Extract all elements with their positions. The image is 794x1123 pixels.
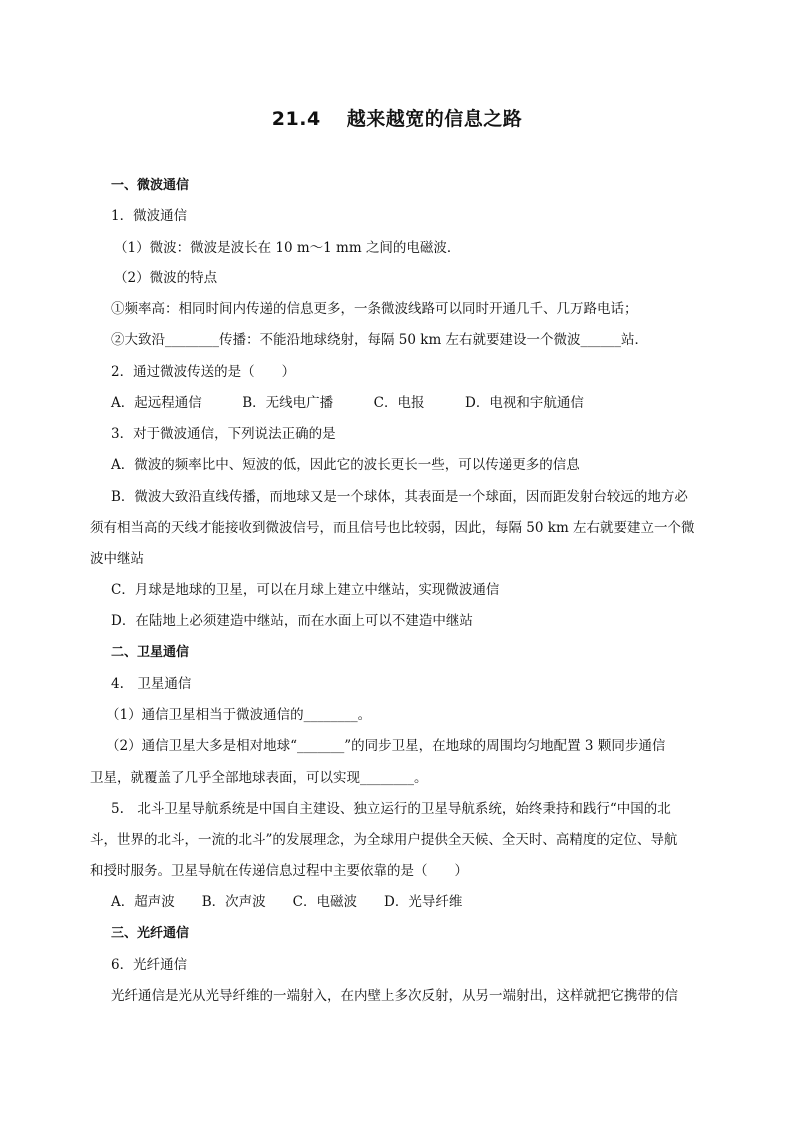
question-3-option-c: C．月球是地球的卫星，可以在月球上建立中继站，实现微波通信 xyxy=(111,582,500,598)
item-6-heading: 6．光纤通信 xyxy=(111,957,188,973)
question-3-option-d: D．在陆地上必须建造中继站，而在水面上可以不建造中继站 xyxy=(111,613,473,629)
page-title xyxy=(0,104,794,131)
question-5-line3: 和授时服务。卫星导航在传递信息过程中主要依靠的是（ ） xyxy=(90,863,468,879)
question-5-options: A．超声波 B．次声波 C．电磁波 D．光导纤维 xyxy=(111,894,463,910)
question-2-options: A．起远程通信 B．无线电广播 C．电报 D．电视和宇航通信 xyxy=(111,395,584,411)
fiber-description: 光纤通信是光从光导纤维的一端射入，在内壁上多次反射，从另一端射出，这样就把它携带的信 xyxy=(111,988,678,1004)
question-3-option-b-line1: B．微波大致沿直线传播，而地球又是一个球体，其表面是一个球面，因而距发射台较远的地方必 xyxy=(111,489,688,505)
section-heading-microwave: 一、微波通信 xyxy=(111,178,190,193)
question-3-option-b-line3: 波中继站 xyxy=(90,551,144,567)
question-3-option-a: A．微波的频率比中、短波的低，因此它的波长更长一些，可以传递更多的信息 xyxy=(111,457,580,473)
item-4-heading: 4. 卫星通信 xyxy=(111,676,192,692)
question-3: 3．对于微波通信，下列说法正确的是 xyxy=(111,426,336,442)
section-title: 越来越宽的信息之路 xyxy=(346,108,523,130)
microwave-definition: （1）微波：微波是波长在 10 m～1 mm 之间的电磁波． xyxy=(114,240,461,256)
feature-straight-line: ②大致沿________传播：不能沿地球绕射，每隔 50 km 左右就要建设一个微波______站． xyxy=(111,332,649,348)
satellite-sync-line1: （2）通信卫星大多是相对地球“_______”的同步卫星，在地球的周围均匀地配置 3 颗同步通信 xyxy=(106,738,666,754)
question-5-line2: 斗，世界的北斗，一流的北斗”的发展理念，为全球用户提供全天候、全天时、高精度的定位、导航 xyxy=(90,832,678,848)
microwave-features-heading: （2）微波的特点 xyxy=(114,270,218,286)
satellite-relay: （1）通信卫星相当于微波通信的________。 xyxy=(106,707,372,723)
item-1-heading: 1．微波通信 xyxy=(111,208,188,224)
question-5-line1: 5. 北斗卫星导航系统是中国自主建设、独立运行的卫星导航系统，始终秉持和践行“中国的北 xyxy=(111,801,671,817)
satellite-sync-line2: 卫星，就覆盖了几乎全部地球表面，可以实现________。 xyxy=(90,770,428,786)
question-2: 2．通过微波传送的是（ ） xyxy=(111,364,296,380)
section-heading-fiber: 三、光纤通信 xyxy=(111,926,190,941)
question-3-option-b-line2: 须有相当高的天线才能接收到微波信号，而且信号也比较弱，因此，每隔 50 km 左右就要建立一个微 xyxy=(90,520,695,536)
feature-high-frequency: ①频率高：相同时间内传递的信息更多，一条微波线路可以同时开通几千、几万路电话； xyxy=(111,301,638,317)
section-number: 21.4 xyxy=(271,108,321,130)
section-heading-satellite: 二、卫星通信 xyxy=(111,645,190,660)
